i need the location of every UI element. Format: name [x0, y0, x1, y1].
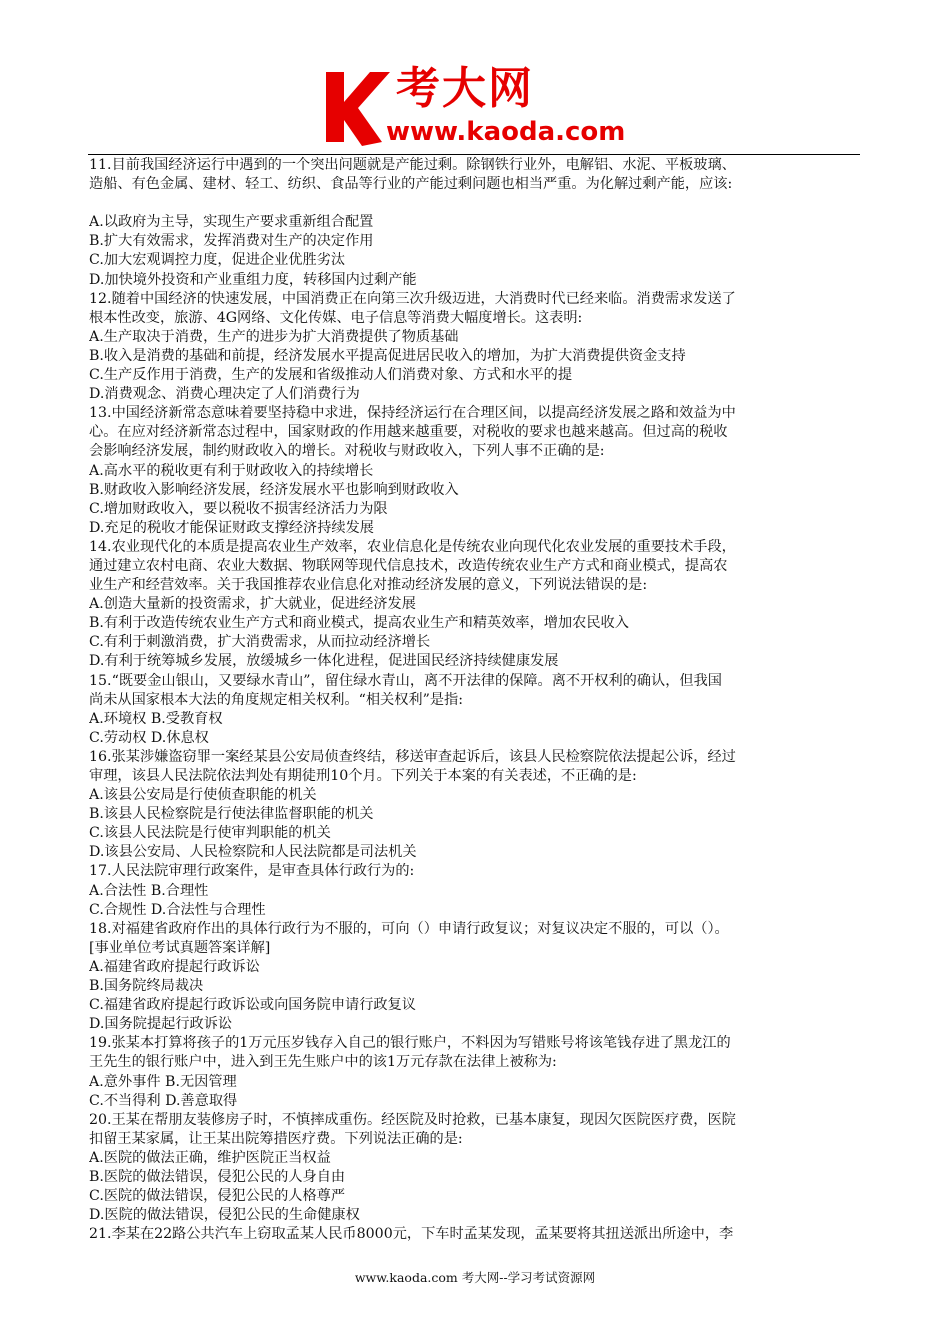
k-logo-icon [322, 64, 392, 152]
text-line: 12.随着中国经济的快速发展，中国消费正在向第三次升级迈进，大消费时代已经来临。消费需求发送了 [89, 290, 736, 307]
text-line: 心。在应对经济新常态过程中，国家财政的作用越来越重要，对税收的要求也越来越高。但过高的税收 [89, 424, 728, 441]
text-line: A.医院的做法正确，维护医院正当权益 [89, 1149, 331, 1166]
text-line: 14.农业现代化的本质是提高农业生产效率，农业信息化是传统农业向现代化农业发展的重要技术手段， [89, 538, 736, 555]
text-line: 19.张某本打算将孩子的1万元压岁钱存入自己的银行账户，不料因为写错账号将该笔钱存进了黑龙江的 [89, 1035, 731, 1052]
text-line: A.以政府为主导，实现生产要求重新组合配置 [89, 214, 374, 231]
text-line: D.医院的做法错误，侵犯公民的生命健康权 [89, 1207, 360, 1224]
text-line: 王先生的银行账户中，进入到王先生账户中的该1万元存款在法律上被称为: [89, 1054, 557, 1071]
blank-line [89, 194, 857, 213]
text-line: 20.王某在帮朋友装修房子时，不慎摔成重伤。经医院及时抢救，已基本康复，现因欠医院医疗费，医院 [89, 1111, 736, 1128]
text-line: D.该县公安局、人民检察院和人民法院都是司法机关 [89, 844, 417, 861]
text-line: D.加快境外投资和产业重组力度，转移国内过剩产能 [89, 271, 417, 288]
text-line: C.增加财政收入，要以税收不损害经济活力为限 [89, 500, 388, 517]
text-line: 15.“既要金山银山，又要绿水青山”，留住绿水青山，离不开法律的保障。离不开权利的确认，但我国 [89, 672, 722, 689]
text-line: 18.对福建省政府作出的具体行政行为不服的，可向（）申请行政复议；对复议决定不服的，可以（）。 [89, 920, 729, 937]
text-line: 13.中国经济新常态意味着要坚持稳中求进，保持经济运行在合理区间，以提高经济发展之路和效益为中 [89, 405, 736, 422]
text-line: 会影响经济发展，制约财政收入的增长。对税收与财政收入，下列人事不正确的是: [89, 443, 605, 460]
text-line: D.国务院提起行政诉讼 [89, 1016, 233, 1033]
text-line: B.扩大有效需求，发挥消费对生产的决定作用 [89, 233, 374, 250]
text-line: C.加大宏观调控力度，促进企业优胜劣汰 [89, 252, 346, 269]
text-line: A.环境权 B.受教育权 [89, 710, 223, 727]
text-line: D.有利于统筹城乡发展，放缓城乡一体化进程，促进国民经济持续健康发展 [89, 653, 559, 670]
text-line: A.该县公安局是行使侦查职能的机关 [89, 787, 317, 804]
text-line: 尚未从国家根本大法的角度规定相关权利。“相关权利”是指: [89, 691, 463, 708]
text-line: 扣留王某家属，让王某出院筹措医疗费。下列说法正确的是: [89, 1130, 463, 1147]
text-line: 根本性改变，旅游、4G网络、文化传媒、电子信息等消费大幅度增长。这表明: [89, 309, 583, 326]
text-line: C.不当得利 D.善意取得 [89, 1092, 238, 1109]
text-line: A.合法性 B.合理性 [89, 882, 209, 899]
text-line: D.充足的税收才能保证财政支撑经济持续发展 [89, 519, 374, 536]
text-line: 17.人民法院审理行政案件，是审查具体行政行为的: [89, 863, 415, 880]
text-line: A.创造大量新的投资需求，扩大就业，促进经济发展 [89, 596, 416, 613]
logo-title: 考大网 [396, 63, 534, 114]
text-line: C.合规性 D.合法性与合理性 [89, 901, 266, 918]
text-line: 通过建立农村电商、农业大数据、物联网等现代信息技术，改造传统农业生产方式和商业模式，提高农 [89, 557, 728, 574]
text-line: B.国务院终局裁决 [89, 978, 204, 995]
text-line: A.福建省政府提起行政诉讼 [89, 958, 260, 975]
text-line: C.该县人民法院是行使审判职能的机关 [89, 825, 331, 842]
text-line: B.该县人民检察院是行使法律监督职能的机关 [89, 806, 374, 823]
question-text [89, 156, 857, 1244]
text-line: A.生产取决于消费，生产的进步为扩大消费提供了物质基础 [89, 328, 459, 345]
page-header [0, 0, 950, 158]
text-line: D.消费观念、消费心理决定了人们消费行为 [89, 386, 360, 403]
text-line: B.医院的做法错误，侵犯公民的人身自由 [89, 1168, 346, 1185]
text-line: C.医院的做法错误，侵犯公民的人格尊严 [89, 1188, 346, 1205]
text-line: A.高水平的税收更有利于财政收入的持续增长 [89, 462, 374, 479]
text-line: B.有利于改造传统农业生产方式和商业模式，提高农业生产和精英效率，增加农民收入 [89, 615, 629, 632]
text-line: C.福建省政府提起行政诉讼或向国务院申请行政复议 [89, 997, 416, 1014]
text-line: 11.目前我国经济运行中遇到的一个突出问题就是产能过剩。除钢铁行业外，电解铝、水泥、平板玻璃、 [89, 157, 736, 173]
text-line: 16.张某涉嫌盗窃罪一案经某县公安局侦查终结，移送审查起诉后，该县人民检察院依法提起公诉，经过 [89, 748, 736, 765]
text-line: B.收入是消费的基础和前提，经济发展水平提高促进居民收入的增加，为扩大消费提供资金支持 [89, 347, 686, 364]
text-line: 21.李某在22路公共汽车上窃取孟某人民币8000元，下车时孟某发现，孟某要将其扭送派出所途中，李 [89, 1226, 734, 1243]
text-line: 审理，该县人民法院依法判处有期徒刑10个月。下列关于本案的有关表述，不正确的是: [89, 768, 637, 784]
text-line: [事业单位考试真题答案详解] [89, 939, 271, 956]
text-line: B.财政收入影响经济发展，经济发展水平也影响到财政收入 [89, 481, 459, 498]
text-line: A.意外事件 B.无因管理 [89, 1073, 237, 1090]
text-line: 造船、有色金属、建材、轻工、纺织、食品等行业的产能过剩问题也相当严重。为化解过剩产能，应该: [89, 176, 733, 193]
text-line: C.生产反作用于消费，生产的发展和省级推动人们消费对象、方式和水平的提 [89, 367, 573, 384]
text-line: C.劳动权 D.休息权 [89, 729, 209, 746]
page-footer: www.kaoda.com 考大网--学习考试资源网 [354, 1270, 596, 1285]
text-line: 业生产和经营效率。关于我国推荐农业信息化对推动经济发展的意义，下列说法错误的是: [89, 577, 648, 594]
text-line: C.有利于刺激消费，扩大消费需求，从而拉动经济增长 [89, 634, 431, 651]
header-divider [88, 154, 860, 155]
logo-url: www.kaoda.com [386, 117, 626, 147]
kaoda-logo [322, 64, 652, 152]
